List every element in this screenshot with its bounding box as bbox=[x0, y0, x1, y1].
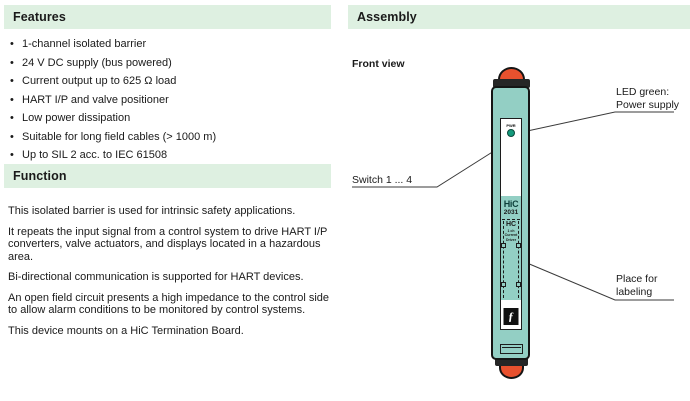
feature-item: • HART I/P and valve positioner bbox=[9, 91, 331, 110]
feature-item: • Current output up to 625 Ω load bbox=[9, 72, 331, 91]
power-led-icon bbox=[507, 129, 515, 137]
callout-labeling-line1: Place for bbox=[616, 273, 658, 285]
callout-led bbox=[616, 86, 679, 111]
device-desc-line: Driver bbox=[505, 237, 517, 242]
logo-glyph: ƒ bbox=[508, 309, 514, 323]
pepperl-fuchs-logo-icon bbox=[504, 308, 519, 325]
sticker-mark bbox=[516, 243, 521, 248]
assembly-section-header bbox=[348, 5, 690, 29]
function-text bbox=[8, 205, 338, 345]
feature-item: • Up to SIL 2 acc. to IEC 61508 bbox=[9, 146, 331, 165]
device-model: 2031 bbox=[503, 209, 519, 216]
device-label-sticker bbox=[501, 196, 521, 300]
device-desc-line: Current bbox=[504, 233, 518, 238]
feature-item: • Low power dissipation bbox=[9, 109, 331, 128]
features-section-header bbox=[4, 5, 331, 29]
device-desc-line: 1 ch bbox=[507, 229, 515, 233]
front-view-label: Front view bbox=[352, 58, 405, 70]
device-brand: HiC bbox=[503, 199, 519, 209]
led-leader-line bbox=[518, 112, 674, 133]
pwr-led-label: PWR bbox=[506, 123, 516, 128]
function-paragraph: This device mounts on a HiC Termination Board. bbox=[8, 324, 244, 337]
features-title: Features bbox=[13, 10, 66, 24]
function-paragraph: It repeats the input signal from a control system to drive HART I/P converters, valve actuators, and displays located in a hazardous area. bbox=[8, 225, 328, 263]
callout-switch: Switch 1 ... 4 bbox=[352, 174, 413, 186]
callout-led-line1: LED green: bbox=[616, 86, 670, 98]
features-list bbox=[9, 35, 331, 165]
device-type-code: HC bbox=[505, 221, 517, 228]
feature-item: • 1-channel isolated barrier bbox=[9, 35, 331, 54]
function-section-header bbox=[4, 164, 331, 188]
function-paragraph: This isolated barrier is used for intrinsic safety applications. bbox=[8, 205, 296, 217]
feature-item: • Suitable for long field cables (> 1000 m) bbox=[9, 128, 331, 147]
callout-labeling bbox=[616, 273, 657, 298]
latch-line bbox=[502, 347, 521, 348]
device-bottom-latch bbox=[500, 344, 523, 354]
callout-labeling-line2: labeling bbox=[616, 285, 653, 298]
function-title: Function bbox=[13, 169, 67, 183]
function-paragraph: An open field circuit presents a high impedance to the control side to allow alarm conditions to be monitored by control systems. bbox=[8, 291, 330, 316]
assembly-title: Assembly bbox=[357, 10, 417, 24]
callout-led-line2: Power supply bbox=[616, 98, 680, 111]
sticker-mark bbox=[516, 282, 521, 287]
device-front-panel bbox=[500, 118, 522, 330]
sticker-mark bbox=[501, 243, 506, 248]
sticker-mark bbox=[501, 282, 506, 287]
feature-item: • 24 V DC supply (bus powered) bbox=[9, 54, 331, 73]
function-paragraph: Bi-directional communication is supported for HART devices. bbox=[8, 271, 304, 283]
